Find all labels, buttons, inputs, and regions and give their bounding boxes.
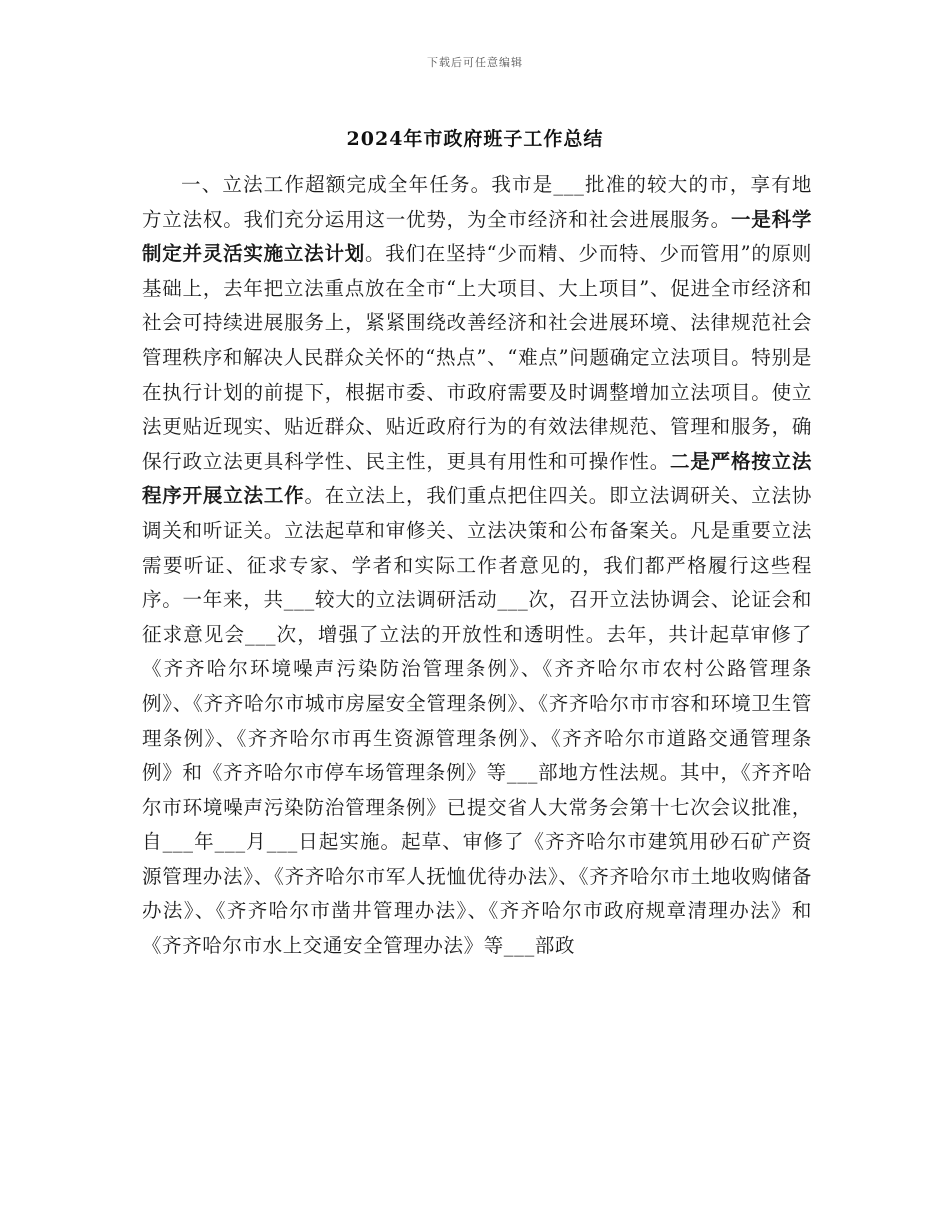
point-one-text: 。我们在坚持“少而精、少而特、少而管用”的原则基础上，去年把立法重点放在全市“上大项目、大上项目”、促进全市经济和社会可持续进展服务上，紧紧围绕改善经济和社会进展环境、法律规范社会管理秩序和解决人民群众关怀的“热点”、“难点”问题确定立法项目。特别是在执行计划的前提下，根据市委、市政府需要及时调整增加立法项目。使立法更贴近现实、贴近群众、贴近政府行为的有效法律规范、管理和服务，确保行政立法更具科学性、民主性，更具有用性和可操作性。 (142, 242, 812, 473)
document-title: 2024年市政府班子工作总结 (346, 128, 604, 150)
body-text (142, 168, 812, 964)
header-note: 下载后可任意编辑 (427, 56, 523, 69)
point-one-heading: 一是科学制定并灵活实施立法计划 (142, 207, 812, 266)
point-two-text: 。在立法上，我们重点把住四关。即立法调研关、立法协调关和听证关。立法起草和审修关、立法决策和公布备案关。凡是重要立法需要听证、征求专家、学者和实际工作者意见的，我们都严格履行这些程序。一年来，共___较大的立法调研活动___次，召开立法协调会、论证会和征求意见会___次，增强了立法的开放性和透明性。去年，共计起草审修了《齐齐哈尔环境噪声污染防治管理条例》、《齐齐哈尔市农村公路管理条例》、《齐齐哈尔市城市房屋安全管理条例》、《齐齐哈尔市市容和环境卫生管理条例》、《齐齐哈尔市再生资源管理条例》、《齐齐哈尔市道路交通管理条例》和《齐齐哈尔市停车场管理条例》等___部地方性法规。其中，《齐齐哈尔市环境噪声污染防治管理条例》已提交省人大常务会第十七次会议批准，自___年___月___日起实施。起草、审修了《齐齐哈尔市建筑用砂石矿产资源管理办法》、《齐齐哈尔市军人抚恤优待办法》、《齐齐哈尔市土地收购储备办法》、《齐齐哈尔市凿井管理办法》、《齐齐哈尔市政府规章清理办法》和《齐齐哈尔市水上交通安全管理办法》等___部政 (142, 484, 812, 958)
intro-text: 一、立法工作超额完成全年任务。我市是___批准的较大的市，享有地方立法权。我们充分运用这一优势，为全市经济和社会进展服务。 (142, 173, 812, 231)
paragraph-legislation (142, 168, 812, 964)
point-two-heading: 二是严格按立法程序开展立法工作 (142, 449, 813, 508)
